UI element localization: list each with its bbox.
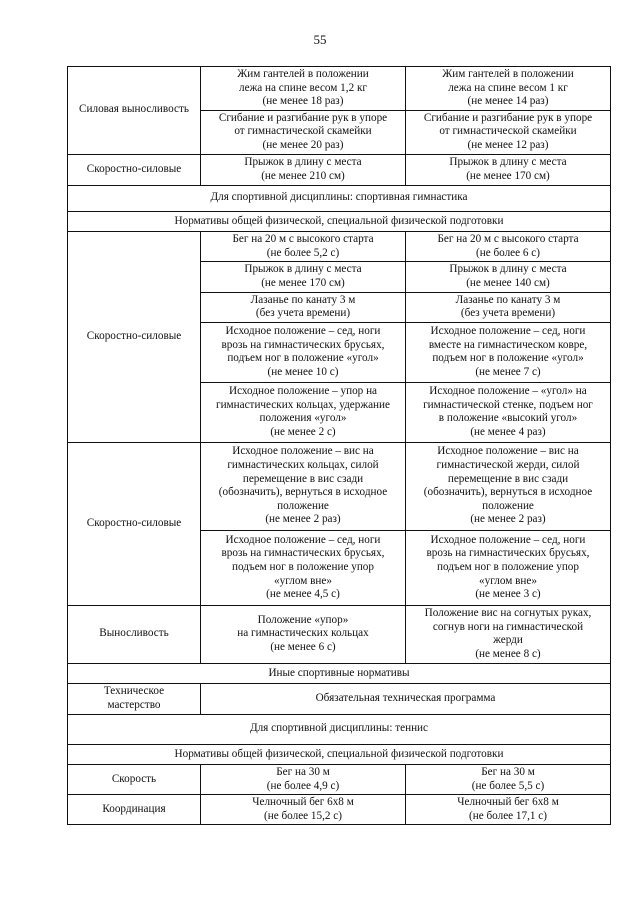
- norm-text: врозь на гимнастических брусьях,: [221, 547, 385, 560]
- norm-cell-girls: [406, 765, 611, 795]
- norm-text: Исходное положение – сед, ноги: [430, 325, 586, 338]
- norm-cell-girls: [406, 154, 611, 185]
- section-heading-cell: [68, 714, 611, 744]
- norm-text: гимнастической стенке, подъем ног: [423, 398, 593, 411]
- norm-text: (не менее 18 раз): [262, 95, 344, 108]
- table-row: [68, 605, 611, 663]
- category-cell: [68, 605, 201, 663]
- category-label: Техническое: [103, 685, 165, 698]
- norm-text: (не более 6 с): [475, 246, 540, 259]
- norm-text: подъем ног в положение упор: [436, 560, 579, 573]
- norm-text: (не менее 7 с): [475, 365, 541, 378]
- norm-text: положение: [482, 499, 534, 512]
- norm-text: жерди: [493, 634, 523, 647]
- norm-cell-boys: [201, 442, 406, 530]
- norm-text: Лазанье по канату 3 м: [455, 293, 561, 306]
- norm-cell-boys: [201, 382, 406, 442]
- norm-text: положение: [277, 499, 329, 512]
- norm-text: (не менее 2 с): [270, 425, 336, 438]
- norm-text: Бег на 20 м с высокого старта: [232, 233, 374, 246]
- norm-cell-girls: [406, 382, 611, 442]
- norm-cell-girls: [406, 322, 611, 382]
- category-label: Скоростно-силовые: [86, 516, 182, 529]
- norm-text: (не менее 2 раз): [470, 513, 546, 526]
- norm-text: (не менее 6 с): [270, 641, 336, 654]
- norm-cell-boys: [201, 110, 406, 154]
- norm-text: (не более 5,5 с): [471, 779, 545, 792]
- norm-text: Лазанье по канату 3 м: [250, 293, 356, 306]
- norm-text: перемещение в вис сзади: [447, 472, 569, 485]
- norm-text: (не менее 4,5 с): [266, 588, 340, 601]
- norm-cell-girls: [406, 292, 611, 322]
- norm-text: Исходное положение – вис на: [437, 445, 579, 458]
- norm-cell-boys: [201, 154, 406, 185]
- norm-text: «углом вне»: [274, 574, 332, 587]
- section-heading-cell: [68, 744, 611, 765]
- norm-text: (не менее 20 раз): [262, 138, 344, 151]
- category-label: Выносливость: [99, 627, 169, 640]
- norm-cell-boys: [201, 605, 406, 663]
- table-row: [68, 185, 611, 211]
- norm-text: Положение вис на согнутых руках,: [424, 607, 592, 620]
- norm-text: Челночный бег 6х8 м: [252, 796, 354, 809]
- category-label: Силовая выносливость: [79, 103, 189, 116]
- norm-cell-boys: [201, 232, 406, 262]
- norm-text: Челночный бег 6х8 м: [457, 796, 559, 809]
- norm-text: Исходное положение – «угол» на: [429, 385, 587, 398]
- norm-cell-boys: [201, 530, 406, 605]
- table-row: [68, 211, 611, 232]
- norm-text: Жим гантелей в положении: [442, 68, 574, 80]
- norm-text: (не более 5,2 с): [266, 246, 340, 259]
- norm-cell-girls: [406, 605, 611, 663]
- table-row: [68, 663, 611, 684]
- norm-text: гимнастических кольцах, силой: [227, 459, 379, 472]
- norm-text: от гимнастической скамейки: [234, 125, 372, 138]
- section-heading-cell: [68, 185, 611, 211]
- page-number: 55: [313, 32, 327, 47]
- norm-text: Исходное положение – сед, ноги: [225, 325, 381, 338]
- norm-cell-girls: [406, 442, 611, 530]
- category-cell: [68, 442, 201, 605]
- section-heading: Нормативы общей физической, специальной физической подготовки: [174, 747, 504, 760]
- norm-text: Бег на 30 м: [276, 766, 330, 779]
- norm-text: Исходное положение – упор на: [228, 385, 378, 398]
- norm-text: (не менее 140 см): [466, 276, 550, 289]
- norm-text: (не менее 14 раз): [467, 95, 549, 108]
- norm-text: (не более 17,1 с): [469, 809, 547, 822]
- norm-text: на гимнастических кольцах: [237, 627, 369, 640]
- norm-text: врозь на гимнастических брусьях,: [221, 338, 385, 351]
- section-heading-cell: [68, 211, 611, 232]
- norm-text: (не менее 8 с): [475, 647, 541, 660]
- norm-text: согнув ноги на гимнастической: [432, 620, 584, 633]
- norm-text: гимнастических кольцах, удержание: [215, 398, 390, 411]
- norm-text: «углом вне»: [479, 574, 537, 587]
- norm-cell-girls: [406, 232, 611, 262]
- category-cell: [68, 154, 201, 185]
- norm-cell-girls: [406, 262, 611, 292]
- category-label: мастерство: [107, 698, 161, 711]
- norm-text: (обозначить), вернуться в исходное: [423, 486, 593, 499]
- norm-text: врозь на гимнастических брусьях,: [426, 547, 590, 560]
- table-row: [68, 232, 611, 262]
- norm-text: (не менее 210 см): [261, 169, 345, 182]
- norm-text: Прыжок в длину с места: [449, 263, 567, 276]
- norm-text: (без учета времени): [255, 307, 351, 320]
- norm-cell-girls: [406, 795, 611, 825]
- norm-text: (обозначить), вернуться в исходное: [218, 486, 388, 499]
- norm-text: (не менее 12 раз): [467, 138, 549, 151]
- section-heading: Нормативы общей физической, специальной физической подготовки: [174, 214, 504, 227]
- norm-text: лежа на спине весом 1 кг: [448, 81, 568, 94]
- category-label: Координация: [102, 803, 166, 816]
- norm-cell-boys: [201, 67, 406, 111]
- norm-cell-girls: [406, 67, 611, 111]
- category-cell: [68, 67, 201, 155]
- norm-text: Бег на 20 м с высокого старта: [437, 233, 579, 246]
- norm-text: (не более 4,9 с): [266, 779, 340, 792]
- norm-text: (не более 15,2 с): [264, 809, 342, 822]
- norm-text: (не менее 10 с): [267, 365, 339, 378]
- norm-text: Прыжок в длину с места: [449, 155, 567, 168]
- category-label: Скорость: [111, 772, 157, 785]
- table-row: [68, 795, 611, 825]
- category-cell: [68, 684, 201, 714]
- norm-text: от гимнастической скамейки: [439, 125, 577, 138]
- norm-text: (без учета времени): [460, 307, 556, 320]
- norm-text: подъем ног в положение упор: [231, 560, 374, 573]
- norms-table: [67, 66, 611, 825]
- norm-text: вместе на гимнастическом ковре,: [428, 338, 588, 351]
- norm-text: (не менее 3 с): [475, 588, 541, 601]
- norm-text: в положение «высокий угол»: [438, 412, 578, 425]
- norm-text: перемещение в вис сзади: [242, 472, 364, 485]
- category-cell: [68, 232, 201, 443]
- norm-text: (не менее 2 раз): [265, 513, 341, 526]
- table-row: [68, 744, 611, 765]
- norm-text: Обязательная техническая программа: [315, 692, 496, 705]
- norm-text: Исходное положение – вис на: [232, 445, 374, 458]
- section-heading-cell: [68, 663, 611, 684]
- table-row: [68, 714, 611, 744]
- norm-text: (не менее 170 см): [261, 276, 345, 289]
- norm-text: Прыжок в длину с места: [244, 263, 362, 276]
- category-label: Скоростно-силовые: [86, 330, 182, 343]
- table-row: [68, 765, 611, 795]
- norm-text: Прыжок в длину с места: [244, 155, 362, 168]
- category-cell: [68, 765, 201, 795]
- table-row: [68, 154, 611, 185]
- category-label: Скоростно-силовые: [86, 162, 182, 175]
- norm-text: Сгибание и разгибание рук в упоре: [423, 111, 593, 124]
- table-row: [68, 67, 611, 111]
- category-cell: [68, 795, 201, 825]
- norm-cell-girls: [406, 110, 611, 154]
- table-row: [68, 684, 611, 714]
- section-heading: Для спортивной дисциплины: спортивная гимнастика: [210, 191, 468, 204]
- norm-cell-boys: [201, 292, 406, 322]
- norm-cell-boys: [201, 765, 406, 795]
- norm-text: положения «угол»: [259, 412, 347, 425]
- norm-text: Бег на 30 м: [481, 766, 535, 779]
- section-heading: Иные спортивные нормативы: [268, 666, 410, 679]
- norm-text: лежа на спине весом 1,2 кг: [239, 81, 367, 94]
- norm-cell-boys: [201, 262, 406, 292]
- norm-text: подъем ног в положение «угол»: [227, 352, 379, 365]
- norm-text: (не менее 170 см): [466, 169, 550, 182]
- norm-text: гимнастической жерди, силой: [436, 459, 580, 472]
- norm-text: Исходное положение – сед, ноги: [430, 533, 586, 546]
- section-heading: Для спортивной дисциплины: теннис: [249, 722, 429, 735]
- norm-cell-boys: [201, 322, 406, 382]
- norm-text: Жим гантелей в положении: [237, 68, 369, 80]
- norm-cell-boys: [201, 795, 406, 825]
- norm-cell-girls: [406, 530, 611, 605]
- norm-text: Исходное положение – сед, ноги: [225, 533, 381, 546]
- norm-text: подъем ног в положение «угол»: [432, 352, 584, 365]
- norm-text: Положение «упор»: [257, 613, 349, 626]
- norm-cell: [201, 684, 611, 714]
- norm-text: Сгибание и разгибание рук в упоре: [218, 111, 388, 124]
- table-row: [68, 442, 611, 530]
- norm-text: (не менее 4 раз): [470, 425, 546, 438]
